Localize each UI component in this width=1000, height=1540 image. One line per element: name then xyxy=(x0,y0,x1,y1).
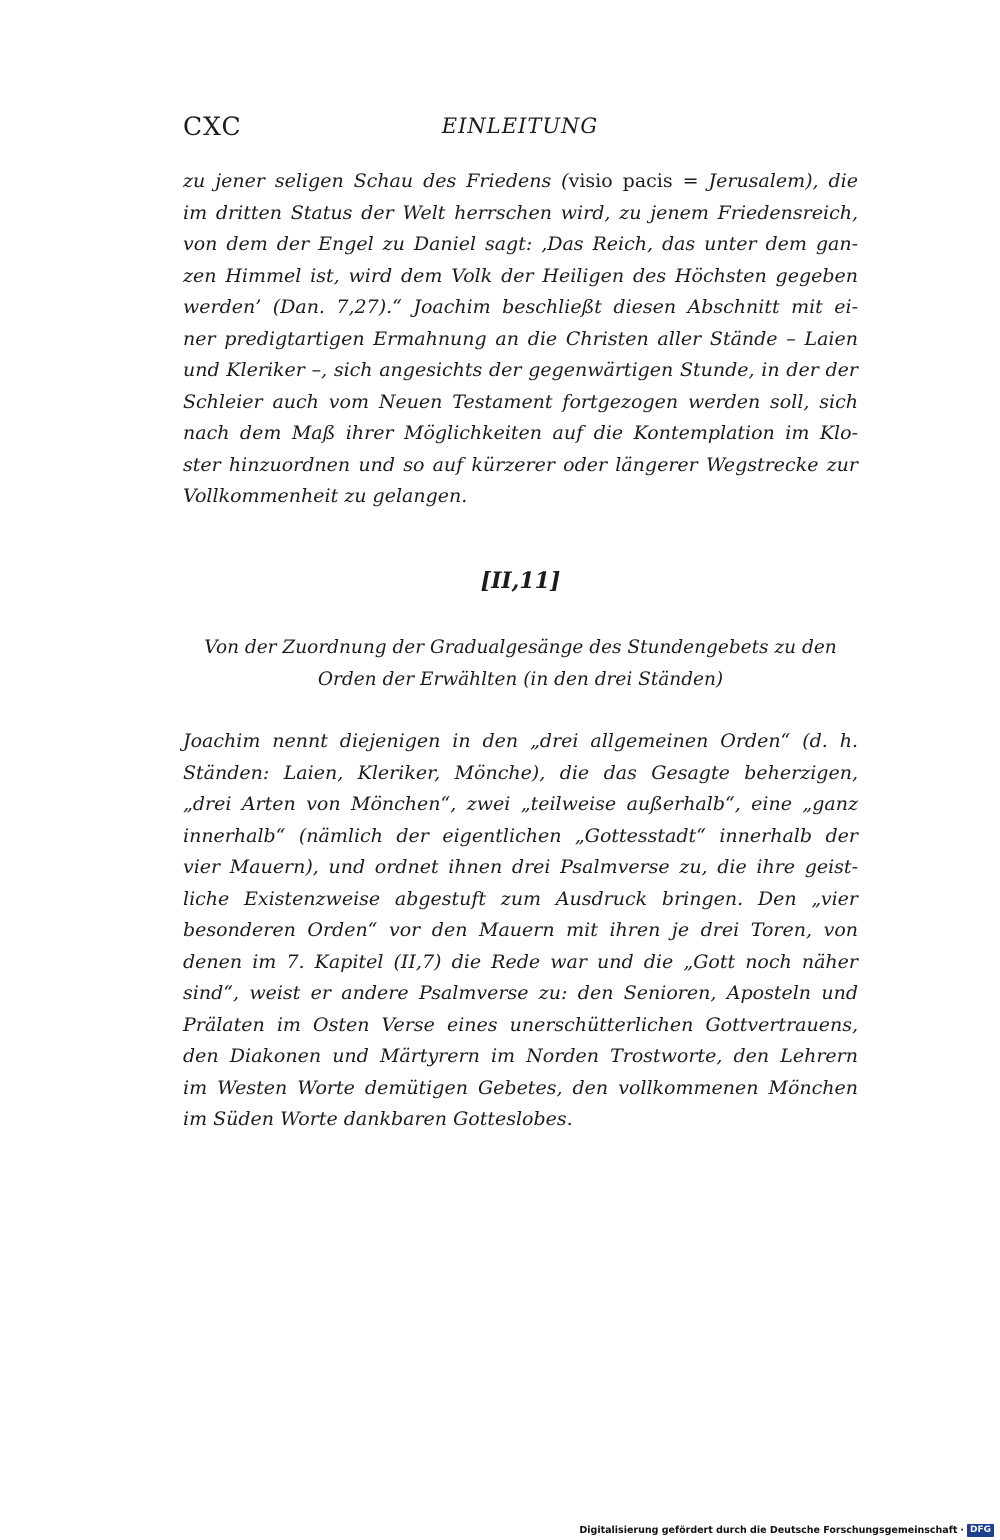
running-title: EINLEITUNG xyxy=(441,114,599,138)
text-line: vier Mauern), und ordnet ihnen drei Psalmverse zu, die ihre geist- xyxy=(183,856,858,878)
text-line: und Kleriker –, sich angesichts der gegenwärtigen Stunde, in der der xyxy=(183,359,858,381)
text-line: den Diakonen und Märtyrern im Norden Trostworte, den Lehrern xyxy=(183,1045,858,1067)
text-line: sind“, weist er andere Psalmverse zu: den Senioren, Aposteln und xyxy=(183,982,858,1004)
footer-separator: · xyxy=(960,1524,964,1536)
text-line: Prälaten im Osten Verse eines unerschütterlichen Gottvertrauens, xyxy=(183,1013,858,1036)
text-line: besonderen Orden“ vor den Mauern mit ihren je drei Toren, von xyxy=(183,919,858,941)
text-line: liche Existenzweise abgestuft zum Ausdruck bringen. Den „vier xyxy=(183,887,858,910)
text-line: nach dem Maß ihrer Möglichkeiten auf die Kontemplation im Klo- xyxy=(183,422,858,444)
text-line: Joachim nennt diejenigen in den „drei allgemeinen Orden“ (d. h. xyxy=(183,730,858,752)
section-title xyxy=(183,632,858,695)
text-line: Schleier auch vom Neuen Testament fortgezogen werden soll, sich xyxy=(183,390,858,413)
text-line: werden’ (Dan. 7,27).“ Joachim beschließt diesen Abschnitt mit ei- xyxy=(183,296,858,318)
digitization-footer xyxy=(579,1523,994,1537)
text-line: denen im 7. Kapitel (II,7) die Rede war und die „Gott noch näher xyxy=(183,950,858,973)
text-line: von dem der Engel zu Daniel sagt: ‚Das Reich, das unter dem gan- xyxy=(183,233,858,255)
section-title-line: Orden der Erwählten (in den drei Ständen) xyxy=(317,668,724,690)
text-line: Vollkommenheit zu gelangen. xyxy=(183,485,468,507)
text-line: „drei Arten von Mönchen“, zwei „teilweise außerhalb“, eine „ganz xyxy=(183,793,858,815)
text-line: zu jener seligen Schau des Friedens (visio pacis = Jerusalem), die xyxy=(183,170,859,192)
text-line: innerhalb“ (nämlich der eigentlichen „Gottesstadt“ innerhalb der xyxy=(183,824,858,847)
paragraph-summary xyxy=(183,726,858,1136)
text-line: im dritten Status der Welt herrschen wird, zu jenem Friedensreich, xyxy=(183,201,858,224)
section-number: [II,11] xyxy=(480,568,561,594)
text-line: im Westen Worte demütigen Gebetes, den vollkommenen Mönchen xyxy=(183,1076,858,1099)
paragraph-continued xyxy=(183,166,858,513)
dfg-logo-icon: DFG xyxy=(967,1524,994,1537)
text-line: ner predigtartigen Ermahnung an die Christen aller Stände – Laien xyxy=(183,327,858,350)
section-title-line: Von der Zuordnung der Gradualgesänge des Stundengebets zu den xyxy=(204,637,837,658)
page-number: CXC xyxy=(183,112,242,141)
text-line: Ständen: Laien, Kleriker, Mönche), die das Gesagte beherzigen, xyxy=(183,761,858,784)
text-line: ster hinzuordnen und so auf kürzerer oder längerer Wegstrecke zur xyxy=(183,453,858,476)
text-line: im Süden Worte dankbaren Gotteslobes. xyxy=(183,1108,573,1130)
text-line: zen Himmel ist, wird dem Volk der Heiligen des Höchsten gegeben xyxy=(183,264,858,287)
latin-term: visio pacis xyxy=(568,170,673,192)
funding-notice: Digitalisierung gefördert durch die Deutsche Forschungsgemeinschaft xyxy=(579,1524,958,1536)
